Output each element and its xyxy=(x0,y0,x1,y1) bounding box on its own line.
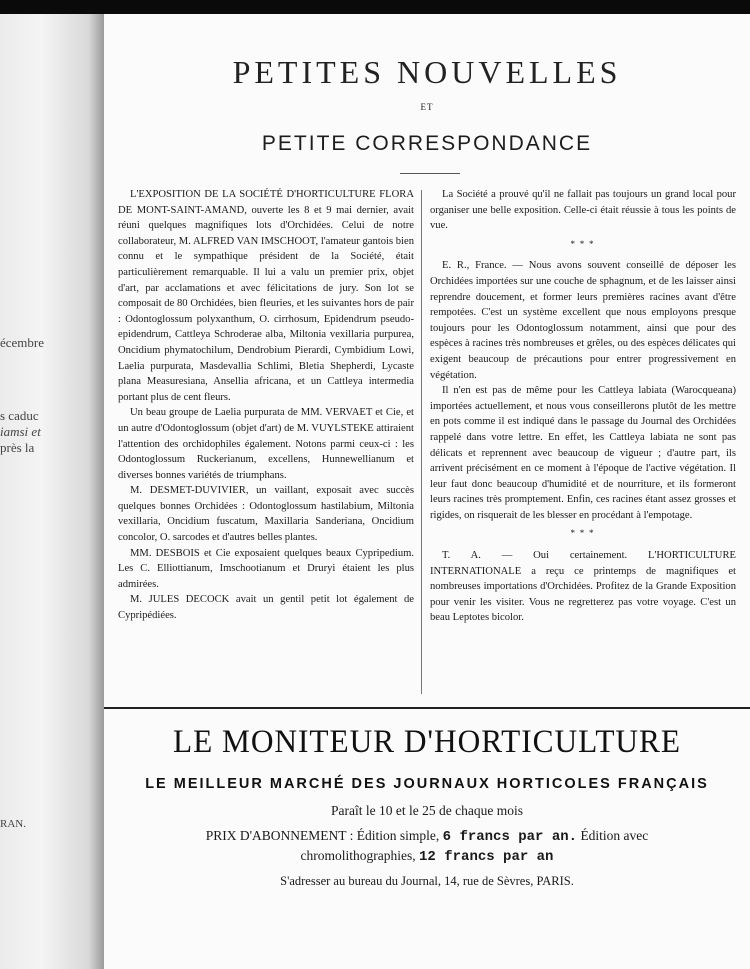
advert-price-line xyxy=(104,828,750,845)
advert-price-line xyxy=(104,848,750,865)
advert-address: S'adresser au bureau du Journal, 14, rue de Sèvres, PARIS. xyxy=(280,874,574,888)
left-column xyxy=(118,187,414,624)
price-chromo: 12 francs par an xyxy=(419,849,554,865)
advert-subtitle: LE MEILLEUR MARCHÉ DES JOURNAUX HORTICOLES FRANÇAIS xyxy=(145,776,709,792)
previous-page-edge xyxy=(0,14,104,969)
section-rule xyxy=(104,707,750,709)
document-page xyxy=(104,14,750,969)
paragraph: Il n'en est pas de même pour les Cattleya labiata (Warocqueana) importées actuellement, et nous vous conseillerons plutôt de les mettre en pots comme il est indiqué dans le passage du Journal des Orchidées rappelé dans votre lettre. En effet, les Cattleya labiata ne sont pas délicats et reprennent avec beaucoup de vigueur ; d'autre part, ils arrivent précisément en ce moment à l'époque de l'active végétation. Il leur faut donc beaucoup d'humidité et de nourriture, et ils formeront leurs racines très promptement. Enfin, ces racines étant assez grosses et rigides, on risquerait de les blesser en procédant à l'empotage. xyxy=(430,385,736,521)
price-label: PRIX D'ABONNEMENT : Édition simple, xyxy=(205,828,440,843)
section-separator: * * * xyxy=(570,238,596,249)
advert-schedule: Paraît le 10 et le 25 de chaque mois xyxy=(331,803,523,818)
title-rule xyxy=(400,173,460,174)
price-label: Édition avec xyxy=(580,828,649,843)
title-conjunction: ET xyxy=(420,102,434,112)
paragraph: Un beau groupe de Laelia purpurata de MM. VERVAET et Cie, et un autre d'Odontoglossum (objet d'art) de M. VUYLSTEKE attiraient l'attention des orchidophiles également. Notons parmi ceux-ci : les Odontoglossum Ruckerianum, excellens, Hunnewellianum et diverses bonnes variétés de triumphans. xyxy=(118,407,414,481)
scan-top-border xyxy=(0,0,750,14)
margin-fragment: iamsi et xyxy=(0,424,41,439)
paragraph: M. DESMET-DUVIVIER, un vaillant, exposait avec succès quelques bonnes Orchidées : Odontoglossum hastilabium, Miltonia vexillaria, Oncidium fuscatum, Maxillaria Sanderiana, Oncidium concolor, O. sarcodes et d'autres belles plantes. xyxy=(118,485,414,544)
column-divider xyxy=(421,190,422,694)
page-title: PETITES NOUVELLES xyxy=(232,54,622,90)
margin-fragment: s caduc xyxy=(0,408,39,423)
right-column xyxy=(430,187,736,626)
price-label: chromolithographies, xyxy=(300,848,416,863)
paragraph: La Société a prouvé qu'il ne fallait pas toujours un grand local pour organiser une belle exposition. Celle-ci était réussie à tous les points de vue. xyxy=(430,189,736,232)
section-separator: * * * xyxy=(570,528,596,539)
margin-fragment: RAN. xyxy=(0,818,26,830)
margin-fragment: près la xyxy=(0,440,35,455)
page-subtitle: PETITE CORRESPONDANCE xyxy=(261,132,593,155)
paragraph: L'EXPOSITION DE LA SOCIÉTÉ D'HORTICULTURE FLORA DE MONT-SAINT-AMAND, ouverte les 8 et 9 mai dernier, avait réuni quelques magnifiques lots d'Orchidées. Celui de notre collaborateur, M. ALFRED VAN IMSCHOOT, l'amateur gantois bien connu et le sympathique président de la Société, était particulièrement remarquable. Il lui a valu un premier prix, objet d'art, par acclamations et avec félicitations de jury. Son lot se composait de 80 Orchidées, bien fleuries, et les suivantes hors de pair : Odontoglossum polyxanthum, O. cirrhosum, Epidendrum pseudo-epidendrum, Cattleya Schroderae alba, Miltonia vexillaria purpurea, Oncidium phymatochilum, Dendrobium Pierardi, Cymbidium Lowi, Laelia purpurata, Masdevallia Schlimi, Bletia Shepherdi, Lycaste plana Measuresiana, Ansellia africana, et un Cattleya intermedia portant plus de cent fleurs. xyxy=(118,189,414,403)
paragraph: M. JULES DECOCK avait un gentil petit lot également de Cypripédiées. xyxy=(118,594,414,622)
margin-fragment: écembre xyxy=(0,335,45,350)
paragraph: T. A. — Oui certainement. L'HORTICULTURE INTERNATIONALE a reçu ce printemps de magnifiques et nombreuses importations d'Orchidées. Profitez de la Grande Exposition pour venir les visiter. Vous ne regretterez pas votre voyage. C'est un beau Leptotes bicolor. xyxy=(430,550,736,624)
paragraph: E. R., France. — Nous avons souvent conseillé de déposer les Orchidées importées sur une couche de sphagnum, et de les laisser ainsi reprendre doucement, et former leurs premières racines avant d'être rempotées. C'est un système excellent que nous employons presque toujours pour les Odontoglossum notamment, ainsi que pour des espèces à racines très nombreuses et grêles, ou des espèces délicates qui exigent beaucoup de précautions pour entrer progressivement en végétation. xyxy=(430,260,736,381)
paragraph: MM. DESBOIS et Cie exposaient quelques beaux Cypripedium. Les C. Elliottianum, Imschootianum et Druryi étaient les plus admirées. xyxy=(118,547,414,590)
advert-title: LE MONITEUR D'HORTICULTURE xyxy=(173,724,681,760)
price-simple: 6 francs par an. xyxy=(442,829,578,845)
